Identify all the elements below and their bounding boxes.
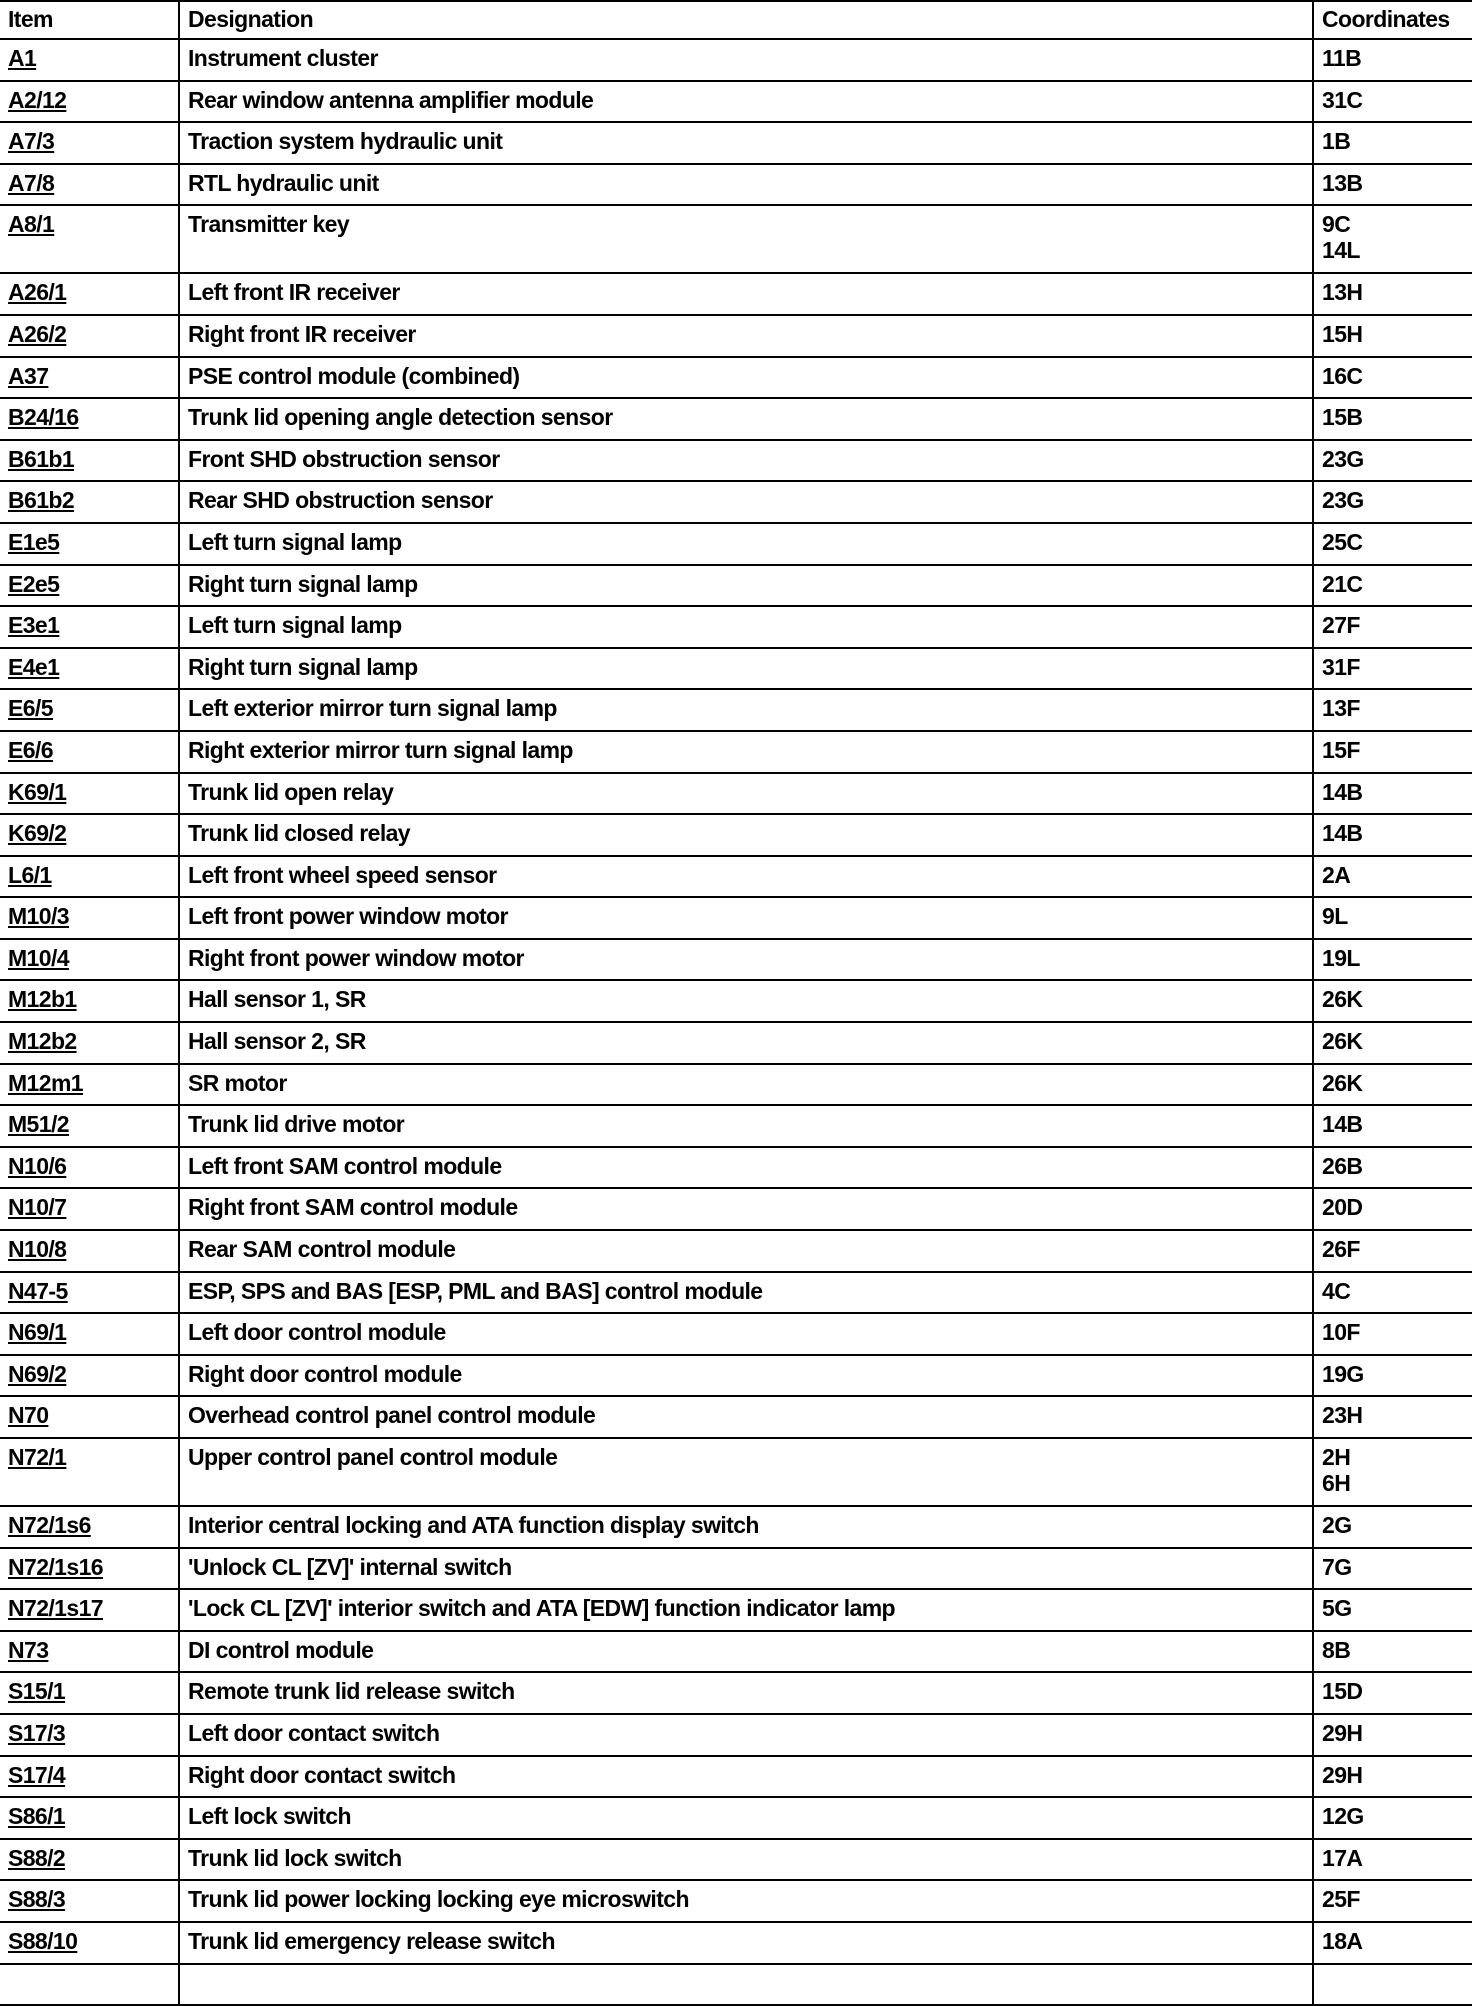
item-cell [0,81,179,123]
designation-cell: Left front wheel speed sensor [179,856,1313,898]
coordinate-value: 26K [1322,986,1363,1013]
designation-cell: Trunk lid power locking locking eye microswitch [179,1880,1313,1922]
designation-cell: Transmitter key [179,205,1313,273]
item-link[interactable]: A26/2 [8,320,67,347]
coordinates-cell [1313,164,1472,206]
item-link[interactable]: S88/3 [8,1886,66,1913]
designation-cell: Rear window antenna amplifier module [179,81,1313,123]
designation-cell: Rear SAM control module [179,1230,1313,1272]
table-row [0,1313,1472,1355]
coordinate-value: 15H [1322,320,1363,347]
item-link[interactable]: E2e5 [8,570,60,597]
item-cell [0,1589,179,1631]
item-link[interactable]: N72/1s6 [8,1512,91,1538]
coordinate-value: 15B [1322,404,1363,431]
coordinates-cell [1313,1396,1472,1438]
coordinate-value: 31C [1322,86,1363,113]
item-cell [0,689,179,731]
item-link[interactable]: N72/1s16 [8,1553,103,1580]
item-link[interactable]: E1e5 [8,528,60,555]
designation-cell: Right exterior mirror turn signal lamp [179,731,1313,773]
coordinates-cell [1313,357,1472,399]
coordinates-cell [1313,1548,1472,1590]
designation-cell: Left turn signal lamp [179,606,1313,648]
coordinate-value: 17A [1322,1844,1363,1871]
table-row [0,1880,1472,1922]
coordinate-value: 13F [1322,695,1360,722]
table-row [0,773,1472,815]
item-cell [0,39,179,81]
coordinate-value: 9C [1322,211,1351,238]
item-cell [0,1272,179,1314]
item-cell [0,814,179,856]
coordinate-value: 1B [1322,128,1351,155]
item-link[interactable]: E3e1 [8,612,60,639]
coordinates-cell [1313,689,1472,731]
designation-cell: Trunk lid drive motor [179,1105,1313,1147]
coordinates-cell [1313,440,1472,482]
item-cell [0,565,179,607]
designation-cell: Right front IR receiver [179,315,1313,357]
coordinates-cell [1313,773,1472,815]
coordinates-cell [1313,814,1472,856]
item-link[interactable]: M12b1 [8,986,77,1013]
coordinates-cell [1313,939,1472,981]
designation-cell: Left front IR receiver [179,273,1313,315]
coordinate-value: 14B [1322,820,1363,847]
table-row [0,1714,1472,1756]
coordinate-value: 12G [1322,1803,1364,1830]
item-cell [0,523,179,565]
coordinates-cell [1313,1839,1472,1881]
coordinate-value: 26K [1322,1028,1363,1055]
coordinates-cell [1313,1922,1472,1964]
item-cell [0,1064,179,1106]
coordinates-cell [1313,39,1472,81]
designation-cell: RTL hydraulic unit [179,164,1313,206]
header-designation: Designation [179,1,1313,39]
coordinates-cell [1313,731,1472,773]
table-body [0,39,1472,2005]
item-link[interactable]: A37 [8,362,49,389]
item-cell [0,1147,179,1189]
table-row [0,1105,1472,1147]
coordinates-cell [1313,1672,1472,1714]
item-link[interactable]: S15/1 [8,1678,66,1705]
designation-cell: Right turn signal lamp [179,565,1313,607]
coordinates-cell [1313,1880,1472,1922]
coordinate-value: 5G [1322,1595,1352,1622]
item-link[interactable]: S86/1 [8,1803,66,1830]
coordinate-value: 20D [1322,1194,1363,1221]
designation-cell: Right front power window motor [179,939,1313,981]
designation-cell: Interior central locking and ATA function display switch [179,1506,1313,1548]
coordinate-value: 15F [1322,736,1360,763]
designation-cell: Left turn signal lamp [179,523,1313,565]
table-row [0,1147,1472,1189]
empty-cell [1313,1964,1472,2006]
item-link[interactable]: K69/2 [8,820,67,847]
designation-cell: Hall sensor 1, SR [179,980,1313,1022]
coordinate-value: 4C [1322,1277,1351,1304]
table-row [0,39,1472,81]
coordinate-value: 14B [1322,1111,1363,1138]
coordinates-cell [1313,1064,1472,1106]
coordinates-cell [1313,315,1472,357]
coordinates-cell [1313,648,1472,690]
coordinate-value: 2A [1322,861,1351,888]
table-row [0,1506,1472,1548]
item-cell [0,1756,179,1798]
item-cell [0,773,179,815]
designation-cell: 'Unlock CL [ZV]' internal switch [179,1548,1313,1590]
designation-cell: Left door contact switch [179,1714,1313,1756]
table-row [0,1839,1472,1881]
coordinate-value: 2G [1322,1512,1352,1538]
item-cell [0,856,179,898]
empty-cell [0,1964,179,2006]
designation-cell: Trunk lid emergency release switch [179,1922,1313,1964]
coordinates-cell [1313,1272,1472,1314]
table-row [0,1548,1472,1590]
coordinates-cell [1313,1188,1472,1230]
table-row [0,1272,1472,1314]
item-link[interactable]: N10/8 [8,1236,67,1263]
coordinate-value: 16C [1322,362,1363,389]
item-cell [0,1105,179,1147]
table-row [0,897,1472,939]
item-cell [0,440,179,482]
item-cell [0,1438,179,1506]
table-row [0,164,1472,206]
item-cell [0,205,179,273]
table-row [0,731,1472,773]
table-row [0,565,1472,607]
table-header-row [0,1,1472,39]
item-link[interactable]: B61b2 [8,487,75,514]
coordinate-value: 11B [1322,45,1362,71]
item-cell [0,1355,179,1397]
coordinate-value: 6H [1322,1470,1351,1496]
item-link[interactable]: N72/1 [8,1444,67,1470]
table-row [0,357,1472,399]
item-link[interactable]: N69/2 [8,1360,67,1387]
coordinates-cell [1313,398,1472,440]
coordinate-value: 18A [1322,1927,1363,1954]
table-row [0,1589,1472,1631]
designation-cell: PSE control module (combined) [179,357,1313,399]
designation-cell: Rear SHD obstruction sensor [179,481,1313,523]
empty-cell [179,1964,1313,2006]
coordinates-cell [1313,897,1472,939]
coordinates-cell [1313,1147,1472,1189]
item-cell [0,1880,179,1922]
coordinate-value: 25C [1322,528,1363,555]
item-link[interactable]: B61b1 [8,445,75,472]
item-link[interactable]: N70 [8,1402,49,1429]
coordinate-value: 21C [1322,570,1363,597]
coordinate-value: 23G [1322,445,1364,472]
item-cell [0,122,179,164]
coordinate-value: 19G [1322,1360,1364,1387]
item-cell [0,481,179,523]
item-cell [0,897,179,939]
item-cell [0,1022,179,1064]
item-link[interactable]: N73 [8,1636,49,1663]
item-link[interactable]: A8/1 [8,211,55,238]
coordinates-cell [1313,565,1472,607]
designation-cell: Upper control panel control module [179,1438,1313,1506]
coordinates-cell [1313,1022,1472,1064]
coordinate-value: 26B [1322,1152,1363,1179]
coordinates-cell [1313,1756,1472,1798]
item-cell [0,1548,179,1590]
coordinate-value: 13H [1322,279,1363,306]
table-row [0,1631,1472,1673]
coordinates-cell [1313,273,1472,315]
designation-cell: 'Lock CL [ZV]' interior switch and ATA [EDW] function indicator lamp [179,1589,1313,1631]
table-row [0,1396,1472,1438]
coordinate-value: 8B [1322,1636,1351,1663]
designation-cell: SR motor [179,1064,1313,1106]
coordinates-cell [1313,980,1472,1022]
coordinate-value: 14L [1322,237,1360,264]
item-cell [0,1506,179,1548]
coordinates-cell [1313,856,1472,898]
item-cell [0,1188,179,1230]
table-row [0,1756,1472,1798]
table-row [0,273,1472,315]
coordinate-value: 15D [1322,1678,1363,1705]
table-row [0,1064,1472,1106]
item-link[interactable]: A7/8 [8,169,55,196]
designation-cell: Left lock switch [179,1797,1313,1839]
table-row [0,1355,1472,1397]
coordinates-cell [1313,1506,1472,1548]
item-cell [0,1672,179,1714]
item-link[interactable]: S88/10 [8,1927,78,1954]
table-row [0,689,1472,731]
item-cell [0,1396,179,1438]
coordinate-value: 7G [1322,1553,1352,1580]
table-row [0,315,1472,357]
item-cell [0,273,179,315]
item-link[interactable]: K69/1 [8,778,67,805]
coordinate-value: 10F [1322,1319,1360,1346]
coordinates-cell [1313,1631,1472,1673]
coordinate-value: 23G [1322,487,1364,514]
item-cell [0,939,179,981]
item-link[interactable]: A1 [8,45,37,71]
coordinate-value: 29H [1322,1719,1363,1746]
item-link[interactable]: A26/1 [8,279,67,306]
item-cell [0,731,179,773]
coordinate-value: 13B [1322,169,1363,196]
designation-cell: Hall sensor 2, SR [179,1022,1313,1064]
coordinates-cell [1313,1714,1472,1756]
designation-cell: Left door control module [179,1313,1313,1355]
coordinate-value: 19L [1322,944,1360,971]
coordinate-value: 2H [1322,1444,1351,1470]
item-link[interactable]: A2/12 [8,86,67,113]
table-row [0,205,1472,273]
item-link[interactable]: E6/5 [8,695,53,722]
item-link[interactable]: S17/3 [8,1719,66,1746]
item-link[interactable]: N47-5 [8,1277,68,1304]
item-cell [0,398,179,440]
coordinates-cell [1313,122,1472,164]
designation-cell: Trunk lid lock switch [179,1839,1313,1881]
designation-cell: Trunk lid opening angle detection sensor [179,398,1313,440]
coordinate-value: 23H [1322,1402,1363,1429]
table-row [0,440,1472,482]
item-cell [0,164,179,206]
table-row [0,856,1472,898]
coordinate-value: 9L [1322,903,1348,930]
item-link[interactable]: E4e1 [8,653,60,680]
item-link[interactable]: M12m1 [8,1069,83,1096]
item-link[interactable]: L6/1 [8,861,52,888]
item-cell [0,606,179,648]
empty-row [0,1964,1472,2006]
table-row [0,1797,1472,1839]
table-row [0,398,1472,440]
coordinates-cell [1313,606,1472,648]
item-cell [0,648,179,690]
coordinates-cell [1313,1797,1472,1839]
item-link[interactable]: A7/3 [8,128,55,155]
item-cell [0,315,179,357]
item-link[interactable]: M12b2 [8,1028,77,1055]
item-cell [0,1631,179,1673]
designation-cell: Overhead control panel control module [179,1396,1313,1438]
designation-cell: Front SHD obstruction sensor [179,440,1313,482]
table-row [0,1438,1472,1506]
item-link[interactable]: E6/6 [8,736,53,763]
item-cell [0,1230,179,1272]
table-row [0,122,1472,164]
coordinate-value: 26K [1322,1069,1363,1096]
table-row [0,1922,1472,1964]
table-row [0,523,1472,565]
item-link[interactable]: S17/4 [8,1761,66,1788]
item-link[interactable]: N72/1s17 [8,1595,103,1622]
designation-cell: Trunk lid open relay [179,773,1313,815]
coordinates-cell [1313,1355,1472,1397]
table-row [0,814,1472,856]
item-cell [0,1714,179,1756]
coordinate-value: 31F [1322,653,1360,680]
coordinates-cell [1313,81,1472,123]
designation-cell: Left front power window motor [179,897,1313,939]
header-item: Item [0,1,179,39]
designation-cell: Traction system hydraulic unit [179,122,1313,164]
table-row [0,1188,1472,1230]
item-link[interactable]: S88/2 [8,1844,66,1871]
item-cell [0,980,179,1022]
designation-cell: Left front SAM control module [179,1147,1313,1189]
designation-cell: Left exterior mirror turn signal lamp [179,689,1313,731]
table-row [0,606,1472,648]
designation-cell: Trunk lid closed relay [179,814,1313,856]
item-link[interactable]: M10/4 [8,944,69,971]
designation-cell: Right front SAM control module [179,1188,1313,1230]
item-cell [0,1839,179,1881]
designation-cell: Right turn signal lamp [179,648,1313,690]
header-coordinates: Coordinates [1313,1,1472,39]
designation-cell: Right door contact switch [179,1756,1313,1798]
designation-cell: DI control module [179,1631,1313,1673]
item-link[interactable]: N10/7 [8,1194,67,1221]
table-row [0,481,1472,523]
coordinates-cell [1313,1438,1472,1506]
item-link[interactable]: B24/16 [8,404,79,431]
designation-cell: Right door control module [179,1355,1313,1397]
coordinates-cell [1313,1313,1472,1355]
item-link[interactable]: M51/2 [8,1111,69,1138]
coordinate-value: 14B [1322,778,1363,805]
table-row [0,648,1472,690]
table-row [0,1672,1472,1714]
coordinate-value: 27F [1322,612,1360,639]
item-cell [0,1313,179,1355]
table-row [0,980,1472,1022]
coordinates-cell [1313,1589,1472,1631]
coordinates-cell [1313,205,1472,273]
designation-cell: ESP, SPS and BAS [ESP, PML and BAS] control module [179,1272,1313,1314]
item-cell [0,357,179,399]
item-link[interactable]: N69/1 [8,1319,67,1346]
table-row [0,1230,1472,1272]
coordinates-cell [1313,481,1472,523]
coordinates-cell [1313,523,1472,565]
table-row [0,939,1472,981]
coordinates-cell [1313,1105,1472,1147]
coordinate-value: 25F [1322,1886,1360,1913]
table-row [0,1022,1472,1064]
table-row [0,81,1472,123]
coordinate-value: 29H [1322,1761,1363,1788]
item-cell [0,1797,179,1839]
coordinate-value: 26F [1322,1236,1360,1263]
coordinates-cell [1313,1230,1472,1272]
item-link[interactable]: M10/3 [8,903,69,930]
item-link[interactable]: N10/6 [8,1152,67,1179]
designation-cell: Instrument cluster [179,39,1313,81]
designation-cell: Remote trunk lid release switch [179,1672,1313,1714]
item-cell [0,1922,179,1964]
